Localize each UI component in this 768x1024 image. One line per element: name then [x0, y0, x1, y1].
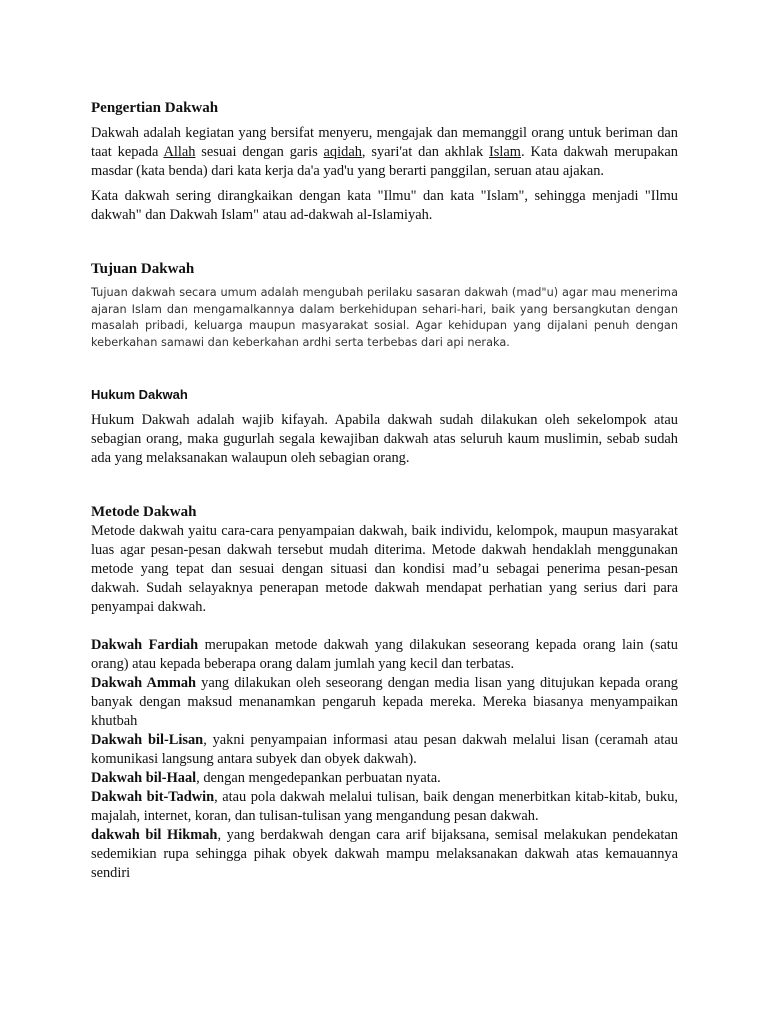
- definition-term: Dakwah bil-Haal: [91, 770, 197, 786]
- definition-item: [91, 769, 678, 788]
- definition-text: , yang berdakwah dengan cara arif bijaksana, semisal melakukan pendekatan sedemikian rupa sehingga pihak obyek dakwah mampu melaksanakan dakwah atas kemauannya sendiri: [91, 827, 679, 881]
- heading-tujuan: Tujuan Dakwah: [91, 261, 195, 277]
- definition-text: , dengan mengedepankan perbuatan nyata.: [196, 770, 441, 786]
- definition-term: dakwah bil Hikmah: [91, 827, 218, 843]
- definition-text: yang dilakukan oleh seseorang dengan media lisan yang ditujukan kepada orang banyak dengan maksud menanamkan pengaruh kepada mereka. Mereka biasanya menyampaikan khutbah: [91, 675, 678, 729]
- definition-term: Dakwah bit-Tadwin: [91, 789, 215, 805]
- definition-item: [91, 674, 678, 731]
- definition-item: [91, 788, 678, 826]
- document-body: [91, 98, 678, 883]
- paragraph-tujuan: Tujuan dakwah secara umum adalah mengubah perilaku sasaran dakwah (mad"u) agar mau menerima ajaran Islam dan mengamalkannya dalam berkehidupan sehari-hari, baik yang bersangkutan dengan masalah pribadi, keluarga maupun masyarakat sosial. Agar kehidupan yang dijalani penuh dengan keberkahan samawi dan keberkahan ardhi serta terbebas dari api neraka.: [91, 286, 678, 349]
- definition-list: [91, 636, 678, 883]
- definition-term: Dakwah Ammah: [91, 675, 197, 691]
- paragraph-pengertian-1: [91, 124, 678, 181]
- definition-item: [91, 731, 678, 769]
- text-run: Dakwah adalah kegiatan yang bersifat menyeru, mengajak dan memanggil orang untuk beriman dan taat kepada: [91, 125, 678, 160]
- definition-text: merupakan metode dakwah yang dilakukan seseorang kepada orang lain (satu orang) atau kepada beberapa orang dalam jumlah yang kecil dan terbatas.: [91, 637, 678, 672]
- link-aqidah[interactable]: aqidah: [323, 144, 362, 160]
- paragraph-metode: Metode dakwah yaitu cara-cara penyampaian dakwah, baik individu, kelompok, maupun masyarakat luas agar pesan-pesan dakwah tersebut mudah diterima. Metode dakwah hendaklah menggunakan metode yang tepat dan sesuai dengan situasi dan kondisi mad’u sebagai penerima pesan-pesan dakwah. Sudah selayaknya penerapan metode dakwah mendapat perhatian yang serius dari para penyampai dakwah.: [91, 523, 678, 615]
- definition-term: Dakwah Fardiah: [91, 637, 199, 653]
- heading-metode: Metode Dakwah: [91, 504, 197, 520]
- paragraph-hukum: Hukum Dakwah adalah wajib kifayah. Apabila dakwah sudah dilakukan oleh sekelompok atau sebagian orang, maka gugurlah segala kewajiban dakwah atas seluruh kaum muslimin, sebab sudah ada yang melaksanakan walaupun oleh sebagian orang.: [91, 412, 678, 466]
- definition-item: [91, 636, 678, 674]
- definition-text: , yakni penyampaian informasi atau pesan dakwah melalui lisan (ceramah atau komunikasi langsung antara subyek dan obyek dakwah).: [91, 732, 679, 767]
- text-run: . Kata dakwah merupakan masdar (kata benda) dari kata kerja da'a yad'u yang berarti panggilan, seruan atau ajakan.: [91, 144, 679, 179]
- definition-text: , atau pola dakwah melalui tulisan, baik dengan menerbitkan kitab-kitab, buku, majalah, internet, koran, dan tulisan-tulisan yang mengandung pesan dakwah.: [91, 789, 678, 824]
- link-allah[interactable]: Allah: [163, 144, 196, 160]
- text-run: sesuai dengan garis: [195, 144, 324, 160]
- paragraph-pengertian-2: Kata dakwah sering dirangkaikan dengan kata "Ilmu" dan kata "Islam", sehingga menjadi "Ilmu dakwah" dan Dakwah Islam" atau ad-dakwah al-Islamiyah.: [91, 188, 678, 223]
- heading-pengertian: Pengertian Dakwah: [91, 100, 219, 116]
- definition-item: [91, 826, 678, 883]
- definition-term: Dakwah bil-Lisan: [91, 732, 204, 748]
- heading-hukum: Hukum Dakwah: [91, 387, 188, 402]
- link-islam[interactable]: Islam: [489, 144, 521, 160]
- text-run: , syari'at dan akhlak: [361, 144, 490, 160]
